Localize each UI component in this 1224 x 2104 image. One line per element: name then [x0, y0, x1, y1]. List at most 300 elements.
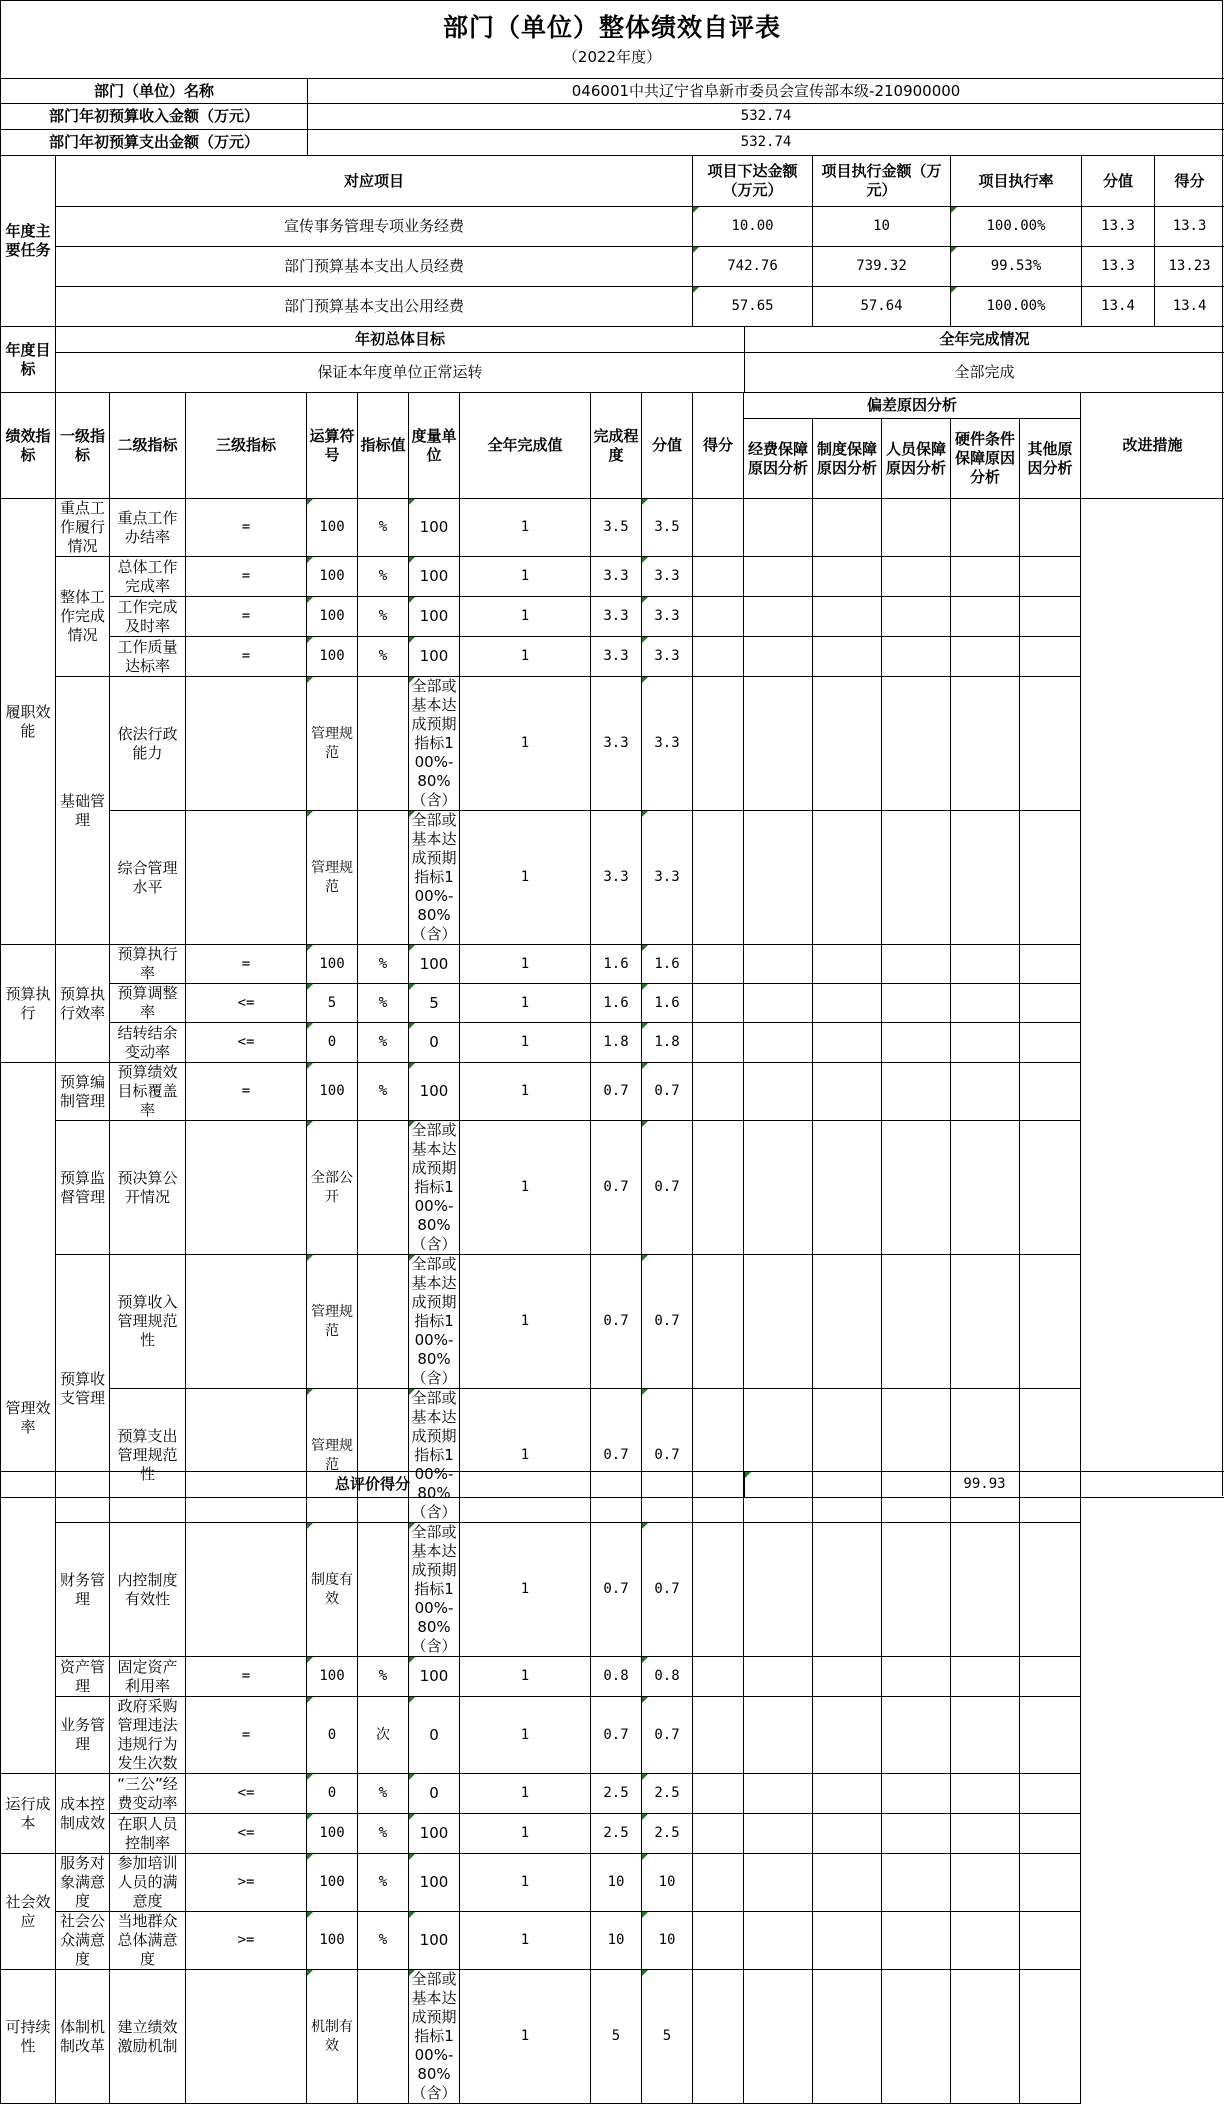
improvement-cell	[1020, 811, 1081, 945]
dept-name-label: 部门（单位）名称	[1, 79, 308, 104]
score-value-cell: 2.5	[591, 1814, 642, 1854]
level2-indicator: 预算收支管理	[56, 1255, 110, 1523]
deviation-cell	[882, 984, 951, 1023]
score-value-cell: 0.7	[591, 1697, 642, 1774]
score-value-cell: 3.5	[591, 499, 642, 557]
deviation-cell	[951, 1121, 1020, 1255]
score-value-cell: 3.3	[591, 811, 642, 945]
degree-cell: 1	[460, 499, 591, 557]
score-cell: 1.6	[642, 945, 693, 984]
improvement-cell	[1020, 1854, 1081, 1912]
expense-label: 部门年初预算支出金额（万元）	[1, 130, 308, 156]
target-cell: 制度有效	[307, 1523, 358, 1657]
improvement-cell	[1020, 1774, 1081, 1814]
actual-cell: 100	[409, 1854, 460, 1912]
score-cell: 0.7	[642, 1121, 693, 1255]
deviation-cell	[744, 1389, 813, 1523]
score-value-cell: 1.6	[591, 945, 642, 984]
task-row	[1, 287, 1224, 327]
tasks-header-score: 得分	[1155, 156, 1224, 207]
deviation-cell	[951, 984, 1020, 1023]
task-score: 13.23	[1155, 247, 1224, 287]
level3-indicator: 预算收入管理规范性	[110, 1255, 186, 1389]
deviation-cell	[882, 1657, 951, 1697]
header-unit: 度量单位	[409, 393, 460, 499]
score-cell: 3.3	[642, 557, 693, 597]
tasks-header-rate: 项目执行率	[951, 156, 1082, 207]
unit-cell: %	[358, 1063, 409, 1121]
actual-cell: 100	[409, 1814, 460, 1854]
indicator-row	[1, 1255, 1224, 1389]
deviation-cell	[882, 557, 951, 597]
deviation-cell	[882, 1854, 951, 1912]
deviation-cell	[693, 1774, 744, 1814]
level3-indicator: 工作质量达标率	[110, 637, 186, 677]
deviation-cell	[813, 1912, 882, 1970]
deviation-cell	[951, 1854, 1020, 1912]
target-cell: 管理规范	[307, 1389, 358, 1523]
goals-initial-header: 年初总体目标	[56, 327, 745, 353]
indicator-row	[1, 811, 1224, 945]
operator-cell: =	[186, 637, 307, 677]
task-issued: 742.76	[693, 247, 813, 287]
score-cell: 1.8	[642, 1023, 693, 1063]
goals-section-label: 年度目标	[1, 327, 56, 393]
deviation-cell	[693, 499, 744, 557]
unit-cell: %	[358, 557, 409, 597]
goals-completion-value: 全部完成	[745, 353, 1224, 393]
task-issued: 57.65	[693, 287, 813, 327]
improvement-cell	[1020, 1523, 1081, 1657]
deviation-cell	[813, 811, 882, 945]
deviation-cell	[813, 1023, 882, 1063]
header-degree: 完成程度	[591, 393, 642, 499]
level3-indicator: 重点工作办结率	[110, 499, 186, 557]
indicator-row	[1, 637, 1224, 677]
deviation-cell	[693, 984, 744, 1023]
degree-cell: 1	[460, 811, 591, 945]
score-cell: 0.7	[642, 1389, 693, 1523]
score-cell: 1.6	[642, 984, 693, 1023]
deviation-cell	[693, 1697, 744, 1774]
improvement-cell	[1020, 1912, 1081, 1970]
improvement-cell	[1020, 597, 1081, 637]
operator-cell: <=	[186, 1774, 307, 1814]
deviation-cell	[693, 945, 744, 984]
task-executed: 739.32	[813, 247, 951, 287]
indicator-row	[1, 1523, 1224, 1657]
deviation-cell	[744, 1657, 813, 1697]
header-level2: 二级指标	[110, 393, 186, 499]
score-cell: 5	[642, 1970, 693, 2104]
score-cell: 10	[642, 1854, 693, 1912]
improvement-cell	[1020, 945, 1081, 984]
operator-cell	[186, 1389, 307, 1523]
unit-cell	[358, 1523, 409, 1657]
deviation-cell	[813, 1814, 882, 1854]
summary-table	[0, 78, 1224, 327]
actual-cell: 100	[409, 637, 460, 677]
operator-cell: =	[186, 499, 307, 557]
deviation-cell	[813, 1063, 882, 1121]
deviation-cell	[744, 1063, 813, 1121]
deviation-cell	[693, 557, 744, 597]
improvement-cell	[1020, 1121, 1081, 1255]
deviation-cell	[951, 557, 1020, 597]
operator-cell: >=	[186, 1854, 307, 1912]
degree-cell: 1	[460, 637, 591, 677]
header-target: 指标值	[358, 393, 409, 499]
deviation-cell	[882, 1063, 951, 1121]
score-value-cell: 10	[591, 1912, 642, 1970]
operator-cell: =	[186, 1657, 307, 1697]
header-actual: 全年完成值	[460, 393, 591, 499]
level3-indicator: 预算支出管理规范性	[110, 1389, 186, 1523]
actual-cell: 全部或基本达成预期指标100%-80%（含）	[409, 1970, 460, 2104]
deviation-cell	[744, 557, 813, 597]
unit-cell	[358, 1389, 409, 1523]
actual-cell: 5	[409, 984, 460, 1023]
operator-cell: =	[186, 1063, 307, 1121]
target-cell: 全部公开	[307, 1121, 358, 1255]
deviation-cell	[744, 945, 813, 984]
indicator-row	[1, 1912, 1224, 1970]
unit-cell	[358, 1970, 409, 2104]
level3-indicator: 预决算公开情况	[110, 1121, 186, 1255]
actual-cell: 0	[409, 1774, 460, 1814]
degree-cell: 1	[460, 1814, 591, 1854]
indicators-section-label: 绩效指标	[1, 393, 56, 499]
degree-cell: 1	[460, 557, 591, 597]
level3-indicator: 政府采购管理违法违规行为发生次数	[110, 1697, 186, 1774]
unit-cell: %	[358, 1023, 409, 1063]
deviation-cell	[951, 1912, 1020, 1970]
deviation-cell	[813, 984, 882, 1023]
deviation-cell	[882, 1774, 951, 1814]
goals-table	[0, 326, 1224, 393]
improvement-cell	[1020, 1657, 1081, 1697]
improvement-cell	[1020, 1255, 1081, 1389]
actual-cell: 全部或基本达成预期指标100%-80%（含）	[409, 1523, 460, 1657]
unit-cell: %	[358, 1814, 409, 1854]
improvement-cell	[1020, 677, 1081, 811]
degree-cell: 1	[460, 1389, 591, 1523]
unit-cell	[358, 677, 409, 811]
target-cell: 100	[307, 637, 358, 677]
total-label: 总评价得分	[1, 1472, 745, 1498]
level1-indicator: 可持续性	[1, 1970, 56, 2104]
header-score-value: 分值	[642, 393, 693, 499]
target-cell: 100	[307, 499, 358, 557]
degree-cell: 1	[460, 1774, 591, 1814]
operator-cell	[186, 677, 307, 811]
level2-indicator: 预算执行效率	[56, 945, 110, 1063]
level3-indicator: 参加培训人员的满意度	[110, 1854, 186, 1912]
deviation-cell	[693, 811, 744, 945]
level3-indicator: 预算调整率	[110, 984, 186, 1023]
deviation-cell	[693, 1814, 744, 1854]
operator-cell: =	[186, 557, 307, 597]
score-value-cell: 0.7	[591, 1063, 642, 1121]
deviation-cell	[951, 1970, 1020, 2104]
level3-indicator: 工作完成及时率	[110, 597, 186, 637]
deviation-cell	[951, 1697, 1020, 1774]
unit-cell: %	[358, 1854, 409, 1912]
page-title: 部门（单位）整体绩效自评表	[0, 8, 1224, 44]
deviation-cell	[813, 1121, 882, 1255]
deviation-cell	[882, 1970, 951, 2104]
level3-indicator: 预算绩效目标覆盖率	[110, 1063, 186, 1121]
deviation-cell	[744, 1023, 813, 1063]
unit-cell: %	[358, 499, 409, 557]
target-cell: 100	[307, 1814, 358, 1854]
score-value-cell: 0.8	[591, 1657, 642, 1697]
level2-indicator: 整体工作完成情况	[56, 557, 110, 677]
deviation-cell	[744, 1970, 813, 2104]
indicator-row	[1, 1774, 1224, 1814]
level2-indicator: 重点工作履行情况	[56, 499, 110, 557]
target-cell: 机制有效	[307, 1970, 358, 2104]
deviation-cell	[882, 1697, 951, 1774]
score-value-cell: 0.7	[591, 1255, 642, 1389]
target-cell: 100	[307, 1063, 358, 1121]
actual-cell: 100	[409, 597, 460, 637]
deviation-cell	[951, 945, 1020, 984]
target-cell: 100	[307, 1657, 358, 1697]
deviation-cell	[693, 1912, 744, 1970]
actual-cell: 全部或基本达成预期指标100%-80%（含）	[409, 677, 460, 811]
level2-indicator: 成本控制成效	[56, 1774, 110, 1854]
level2-indicator: 体制机制改革	[56, 1970, 110, 2104]
target-cell: 5	[307, 984, 358, 1023]
improvement-cell	[1020, 1970, 1081, 2104]
deviation-cell	[951, 811, 1020, 945]
deviation-cell	[693, 637, 744, 677]
unit-cell: %	[358, 637, 409, 677]
level3-indicator: 当地群众总体满意度	[110, 1912, 186, 1970]
level3-indicator: 固定资产利用率	[110, 1657, 186, 1697]
deviation-cell	[951, 1523, 1020, 1657]
deviation-cell	[882, 1255, 951, 1389]
deviation-cell	[813, 945, 882, 984]
target-cell: 100	[307, 597, 358, 637]
task-rate: 100.00%	[951, 207, 1082, 247]
expense-value: 532.74	[308, 130, 1224, 156]
deviation-cell	[813, 1854, 882, 1912]
degree-cell: 1	[460, 1255, 591, 1389]
degree-cell: 1	[460, 597, 591, 637]
dept-name-value: 046001中共辽宁省阜新市委员会宣传部本级-210900000	[308, 79, 1224, 104]
operator-cell	[186, 1970, 307, 2104]
operator-cell: <=	[186, 984, 307, 1023]
level2-indicator: 财务管理	[56, 1523, 110, 1657]
deviation-cell	[882, 637, 951, 677]
total-table	[0, 1471, 1224, 1498]
deviation-cell	[951, 1774, 1020, 1814]
unit-cell: %	[358, 945, 409, 984]
tasks-header-score-value: 分值	[1082, 156, 1155, 207]
task-row	[1, 207, 1224, 247]
deviation-cell	[744, 1814, 813, 1854]
task-rate: 100.00%	[951, 287, 1082, 327]
score-cell: 2.5	[642, 1814, 693, 1854]
unit-cell: %	[358, 1657, 409, 1697]
actual-cell: 全部或基本达成预期指标100%-80%（含）	[409, 1389, 460, 1523]
deviation-cell	[882, 1523, 951, 1657]
degree-cell: 1	[460, 1121, 591, 1255]
score-value-cell: 2.5	[591, 1774, 642, 1814]
operator-cell: >=	[186, 1912, 307, 1970]
deviation-cell	[693, 1121, 744, 1255]
improvement-cell	[1020, 1023, 1081, 1063]
task-issued: 10.00	[693, 207, 813, 247]
deviation-cell	[744, 677, 813, 811]
level1-indicator: 社会效应	[1, 1854, 56, 1970]
level2-indicator: 资产管理	[56, 1657, 110, 1697]
actual-cell: 100	[409, 1912, 460, 1970]
indicator-row	[1, 677, 1224, 811]
operator-cell: =	[186, 945, 307, 984]
deviation-cell	[882, 811, 951, 945]
deviation-cell	[813, 1523, 882, 1657]
indicator-row	[1, 1697, 1224, 1774]
deviation-cell	[882, 499, 951, 557]
deviation-cell	[693, 1389, 744, 1523]
deviation-cell	[951, 499, 1020, 557]
deviation-cell	[813, 1970, 882, 2104]
deviation-cell	[693, 1970, 744, 2104]
deviation-cell	[951, 1814, 1020, 1854]
level1-indicator: 预算执行	[1, 945, 56, 1063]
score-cell: 3.3	[642, 637, 693, 677]
score-value-cell: 1.8	[591, 1023, 642, 1063]
indicator-row	[1, 597, 1224, 637]
indicator-row	[1, 1063, 1224, 1121]
indicator-row	[1, 984, 1224, 1023]
deviation-cell	[744, 1854, 813, 1912]
indicator-row	[1, 1854, 1224, 1912]
deviation-cell	[813, 637, 882, 677]
target-cell: 0	[307, 1697, 358, 1774]
actual-cell: 全部或基本达成预期指标100%-80%（含）	[409, 1255, 460, 1389]
actual-cell: 全部或基本达成预期指标100%-80%（含）	[409, 1121, 460, 1255]
target-cell: 100	[307, 945, 358, 984]
improvement-cell	[1020, 1063, 1081, 1121]
actual-cell: 100	[409, 945, 460, 984]
deviation-cell	[882, 1023, 951, 1063]
deviation-cell	[744, 1697, 813, 1774]
deviation-cell	[951, 677, 1020, 811]
task-row	[1, 247, 1224, 287]
unit-cell	[358, 811, 409, 945]
deviation-cell	[693, 1854, 744, 1912]
deviation-cell	[744, 1774, 813, 1814]
header-level3: 三级指标	[186, 393, 307, 499]
improvement-cell	[1020, 557, 1081, 597]
tasks-section-label: 年度主要任务	[1, 156, 56, 327]
deviation-cell	[882, 945, 951, 984]
deviation-cell	[744, 1912, 813, 1970]
operator-cell	[186, 1121, 307, 1255]
tasks-header-item: 对应项目	[56, 156, 693, 207]
score-cell: 3.5	[642, 499, 693, 557]
deviation-cell	[693, 677, 744, 811]
target-cell: 0	[307, 1023, 358, 1063]
improvement-cell	[1020, 1697, 1081, 1774]
unit-cell	[358, 1121, 409, 1255]
level3-indicator: “三公”经费变动率	[110, 1774, 186, 1814]
deviation-cell	[813, 597, 882, 637]
degree-cell: 1	[460, 1657, 591, 1697]
deviation-cell	[882, 1912, 951, 1970]
degree-cell: 1	[460, 945, 591, 984]
degree-cell: 1	[460, 1523, 591, 1657]
score-cell: 3.3	[642, 811, 693, 945]
degree-cell: 1	[460, 1697, 591, 1774]
tasks-header-executed: 项目执行金额（万元）	[813, 156, 951, 207]
deviation-cell	[813, 1774, 882, 1814]
deviation-cell	[813, 1657, 882, 1697]
deviation-cell	[693, 597, 744, 637]
indicator-row	[1, 1121, 1224, 1255]
deviation-cell	[744, 1121, 813, 1255]
target-cell: 100	[307, 1854, 358, 1912]
degree-cell: 1	[460, 984, 591, 1023]
header-deviation: 偏差原因分析	[744, 393, 1081, 419]
header-score: 得分	[693, 393, 744, 499]
deviation-cell	[882, 677, 951, 811]
header-dev-other: 其他原因分析	[1020, 419, 1081, 499]
deviation-cell	[813, 1697, 882, 1774]
task-item: 部门预算基本支出人员经费	[56, 247, 693, 287]
actual-cell: 100	[409, 499, 460, 557]
unit-cell: %	[358, 1912, 409, 1970]
deviation-cell	[951, 1023, 1020, 1063]
goals-completion-header: 全年完成情况	[745, 327, 1224, 353]
task-score-value: 13.3	[1082, 207, 1155, 247]
deviation-cell	[693, 1657, 744, 1697]
unit-cell: %	[358, 984, 409, 1023]
tasks-header-issued: 项目下达金额（万元）	[693, 156, 813, 207]
indicators-table	[0, 392, 1224, 2104]
task-executed: 10	[813, 207, 951, 247]
actual-cell: 100	[409, 557, 460, 597]
deviation-cell	[951, 1657, 1020, 1697]
indicator-row	[1, 499, 1224, 557]
indicator-row	[1, 1023, 1224, 1063]
level3-indicator: 预算执行率	[110, 945, 186, 984]
actual-cell: 100	[409, 1657, 460, 1697]
deviation-cell	[813, 1389, 882, 1523]
deviation-cell	[951, 1389, 1020, 1523]
header-operator: 运算符号	[307, 393, 358, 499]
degree-cell: 1	[460, 1970, 591, 2104]
level2-indicator: 社会公众满意度	[56, 1912, 110, 1970]
deviation-cell	[882, 1389, 951, 1523]
header-dev-hardware: 硬件条件保障原因分析	[951, 419, 1020, 499]
deviation-cell	[744, 1523, 813, 1657]
degree-cell: 1	[460, 1063, 591, 1121]
score-value-cell: 0.7	[591, 1523, 642, 1657]
task-score-value: 13.4	[1082, 287, 1155, 327]
improvement-cell	[1020, 637, 1081, 677]
deviation-cell	[951, 1063, 1020, 1121]
target-cell: 0	[307, 1774, 358, 1814]
level3-indicator: 内控制度有效性	[110, 1523, 186, 1657]
page-subtitle-year: （2022年度）	[0, 46, 1224, 67]
degree-cell: 1	[460, 677, 591, 811]
level3-indicator: 在职人员控制率	[110, 1814, 186, 1854]
